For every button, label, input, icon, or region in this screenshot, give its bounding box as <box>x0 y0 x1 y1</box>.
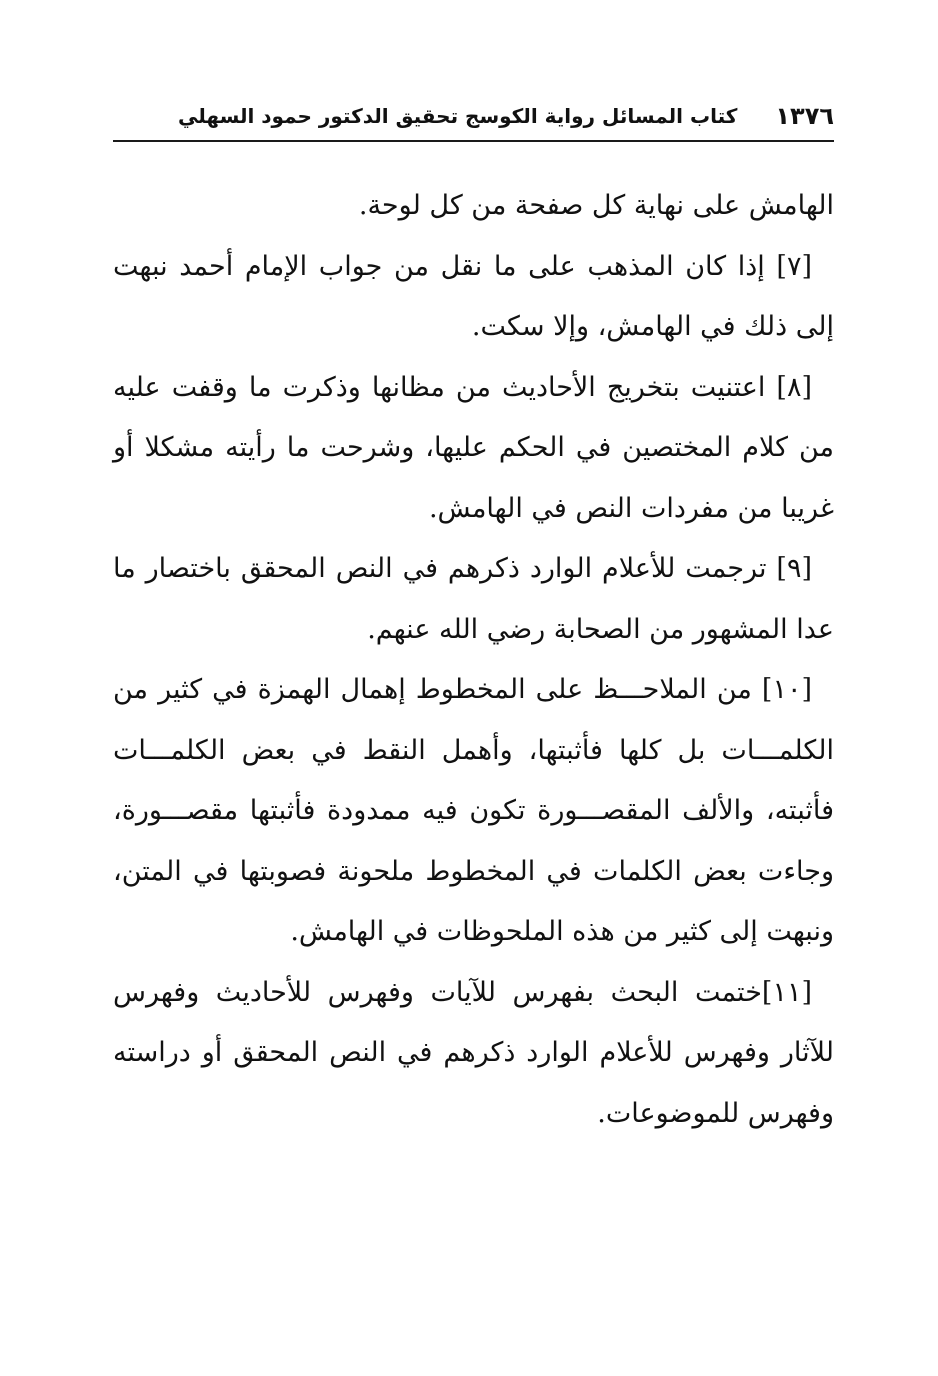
paragraph-item-8: [٨] اعتنيت بتخريج الأحاديث من مظانها وذكرت ما وقفت عليه من كلام المختصين في الحكم عليها، وشرحت ما رأيته مشكلا أو غريبا من مفردات النص في الهامش. <box>113 371 834 524</box>
paragraph-item-9: [٩] ترجمت للأعلام الوارد ذكرهم في النص المحقق باختصار ما عدا المشهور من الصحابة رضي الله عنهم. <box>113 553 834 645</box>
page-header <box>113 92 834 142</box>
running-title: كتاب المسائل رواية الكوسج تحقيق الدكتور حمود السهلي <box>177 104 738 128</box>
paragraph-item-7: [٧] إذا كان المذهب على ما نقل من جواب الإمام أحمد نبهت إلى ذلك في الهامش، وإلا سكت. <box>113 250 834 342</box>
paragraph-item-10: [١٠] من الملاحـــظ على المخطوط إهمال الهمزة في كثير من الكلمـــات بل كلها فأثبتها، وأهمل النقط في بعض الكلمـــات فأثبته، والألف المقصـــورة تكون فيه ممدودة فأثبتها مقصـــورة، وجاءت بعض الكلمات في المخطوط ملحونة فصوبتها في المتن، ونبهت إلى كثير من هذه الملحوظات في الهامش. <box>113 674 834 947</box>
body-text <box>113 176 834 1144</box>
page-number: ١٣٧٦ <box>775 102 834 130</box>
paragraph-item-11: [١١]ختمت البحث بفهرس للآيات وفهرس للأحاديث وفهرس للآثار وفهرس للأعلام الوارد ذكرهم في النص المحقق أو دراسته وفهرس للموضوعات. <box>113 976 834 1129</box>
paragraph-continuation: الهامش على نهاية كل صفحة من كل لوحة. <box>358 190 834 221</box>
